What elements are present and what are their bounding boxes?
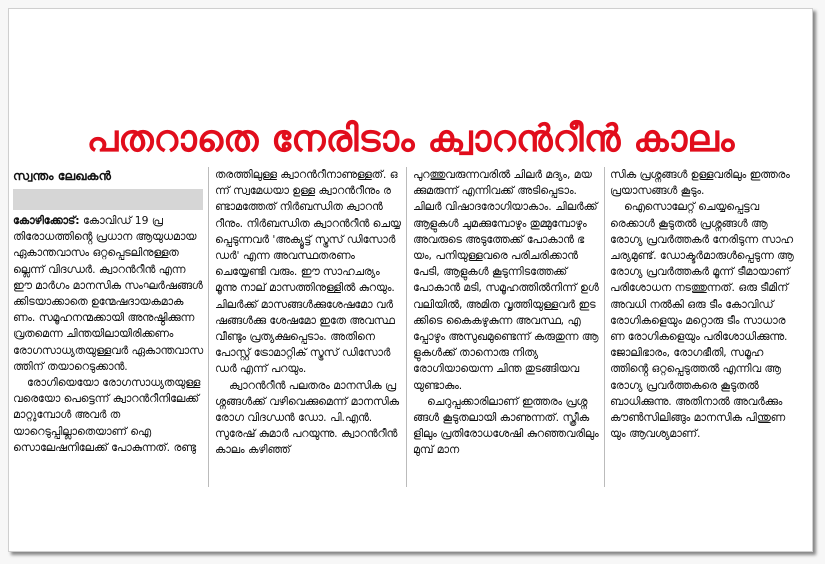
byline: സ്വന്തം ലേഖകൻ <box>13 168 111 183</box>
paragraph: സിക പ്രശ്നങ്ങൾ ഉള്ളവരിലും ഇത്തരം പ്രയാസങ്ങൾ കൂടും. <box>610 168 790 198</box>
paragraph: പുറത്തുവരുന്നവരിൽ ചിലർ മദ്യം, മയക്കുമരുന്ന് എന്നിവക്ക് അടിപ്പെടാം. ചിലർ വിഷാദരോഗിയാകാം. ചിലർക്ക് ആളുകൾ ചുമക്കുമ്പോഴും തുമ്മുമ്പോഴും അവരുടെ അടുത്തേക്ക് പോകാൻ ഭയം, പനിയുള്ളവരെ പരിചരിക്കാൻ പേടി, ആളുകൾ കൂടുന്നിടത്തേക്ക് പോകാൻ മടി, സമൂഹത്തിൽനിന്ന് ഉൾവലിയിൽ, അമിത വൃത്തിയുള്ളവർ ഇടക്കിടെ കൈകഴുകുന്ന അവസ്ഥ, എപ്പോഴും അസുഖമുണ്ടെന്ന് കരുതുന്ന ആളുകൾക്ക് താനൊരു നിത്യരോഗിയായെന്ന ചിന്ത തുടങ്ങിയവയുണ്ടാകും. <box>413 168 599 392</box>
article-column-2 <box>215 167 401 497</box>
article-column-1 <box>13 213 203 454</box>
headline: പതറാതെ നേരിടാം ക്വാറൻറീൻ കാലം <box>86 117 735 160</box>
paragraph: രോഗിയെയോ രോഗസാധ്യതയുള്ളവരെയോ പെട്ടെന്ന് ക്വാറൻറീനിലേക്ക് മാറ്റുമ്പോൾ അവർ തയാറെടുപ്പില്ലാതെയാണ് ഐസൊലേഷനിലേക്ക് പോകുന്നത്. രണ്ടു <box>13 376 201 454</box>
column-divider <box>406 167 407 487</box>
newspaper-clipping <box>8 8 813 552</box>
column-divider <box>604 167 605 487</box>
paragraph: ചെറുപ്പക്കാരിലാണ് ഇത്തരം പ്രശ്നങ്ങൾ കൂടുതലായി കാണുന്നത്. സ്ത്രീകളിലും പ്രതിരോധശേഷി കുറഞ്ഞവരിലും മുമ്പ് മാന <box>413 394 599 457</box>
dateline: കോഴിക്കോട്: <box>13 214 80 227</box>
byline-shade <box>13 189 203 210</box>
paragraph: തരത്തിലുള്ള ക്വാറൻറീനാണുള്ളത്. ഒന്ന് സ്വമേധയാ ഉള്ള ക്വാറൻറീനും രണ്ടാമത്തേത് നിർബന്ധിത ക്വാറൻറീനും. നിർബന്ധിത ക്വാറൻറീൻ ചെയ്യപ്പെടുന്നവർ 'അക്യൂട്ട് സ്ട്രസ് ഡിസോർഡർ' എന്ന അവസ്ഥതരണം ചെയ്യേണ്ടി വരും. ഈ സാഹചര്യം മൂന്നു നാല് മാസത്തിനുള്ളിൽ കുറയും. ചിലർക്ക് മാസങ്ങൾക്കുശേഷമോ വർഷങ്ങൾക്കു ശേഷമോ ഇതേ അവസ്ഥ വീണ്ടും പ്രത്യക്ഷപ്പെടാം. അതിനെ പോസ്റ്റ് ട്രോമാറ്റിക് സ്ട്രസ് ഡിസോർഡർ എന്ന് പറയും. <box>215 168 401 376</box>
article-column-3 <box>413 167 599 497</box>
article-column-4 <box>610 167 796 497</box>
paragraph <box>13 213 203 375</box>
paragraph-text: കോവിഡ് 19 പ്രതിരോധത്തിൻ്റെ പ്രധാന ആയുധമായ ഏകാന്തവാസം ഒറ്റപ്പെടലിനുള്ളതല്ലെന്ന് വിദഗ്ധർ. ക്വാറൻറീൻ എന്ന ഈ മാർഗം മാനസിക സംഘർഷങ്ങൾക്കിടയാക്കാതെ ഉന്മേഷദായകമാകണം. സമൂഹനന്മക്കായി അനുഷ്ഠിക്കുന്ന വ്രതമെന്ന ചിന്തയിലായിരിക്കണം രോഗസാധ്യതയുള്ളവർ ഏകാന്തവാസത്തിന് തയാറെടുക്കാൻ. <box>13 214 203 373</box>
paragraph: ക്വാറൻറീൻ പലതരം മാനസിക പ്രശ്നങ്ങൾക്ക് വഴിവെക്കുമെന്ന് മാനസികരോഗ വിദഗ്ധൻ ഡോ. പി.എൻ. സുരേഷ് കുമാർ പറയുന്നു. ക്വാറൻറീൻ കാലം കഴിഞ്ഞ് <box>215 378 399 457</box>
paragraph: ഐസൊലേറ്റ് ചെയ്യപ്പെട്ടവരെക്കാൾ കൂടുതൽ പ്രശ്നങ്ങൾ ആരോഗ്യ പ്രവർത്തകർ നേരിടുന്ന സാഹചര്യമുണ്ട്. ഡോക്ടർമാരുൾപ്പെടുന്ന ആരോഗ്യ പ്രവർത്തകർ മൂന്ന് ടീമായാണ് പരിശോധന നടത്തുന്നത്. ഒരു ടീമിന് അവധി നൽകി ഒരു ടീം കോവിഡ് രോഗികളെയും മറ്റൊരു ടീം സാധാരണ രോഗികളെയും പരിശോധിക്കുന്നു. ജോലിഭാരം, രോഗഭീതി, സമൂഹത്തിൻ്റെ ഒറ്റപ്പെടുത്തൽ എന്നിവ ആരോഗ്യ പ്രവർത്തകരെ കൂടുതൽ ബാധിക്കുന്നു. അതിനാൽ അവർക്കും കൗൺസിലിങ്ങും മാനസിക പിന്തുണയും ആവശ്യമാണ്. <box>610 200 794 441</box>
column-divider <box>208 167 209 487</box>
